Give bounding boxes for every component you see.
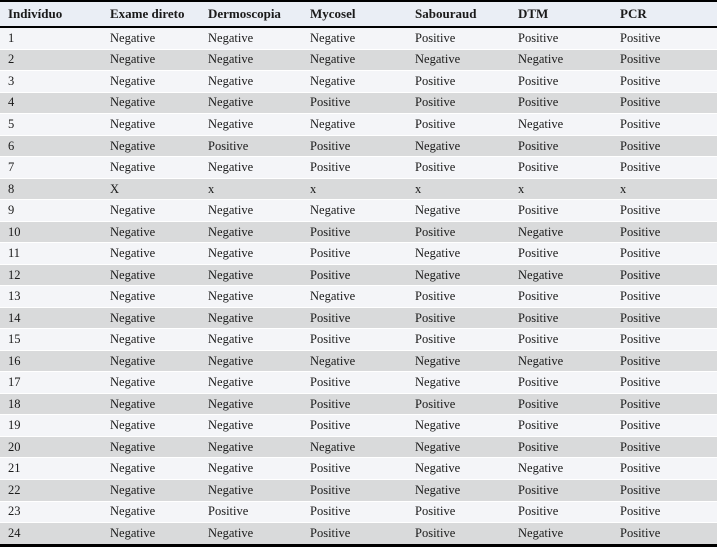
result-cell: Positive: [612, 157, 717, 179]
result-cell: Positive: [302, 243, 407, 265]
result-cell: Negative: [200, 264, 302, 286]
result-cell: Negative: [407, 135, 510, 157]
result-cell: Negative: [102, 286, 200, 308]
individual-id-cell: 9: [0, 200, 102, 222]
result-cell: Negative: [510, 114, 612, 136]
result-cell: Positive: [612, 135, 717, 157]
individual-id-cell: 5: [0, 114, 102, 136]
result-cell: Positive: [407, 27, 510, 49]
result-cell: Positive: [302, 157, 407, 179]
result-cell: Positive: [612, 92, 717, 114]
result-cell: Negative: [200, 286, 302, 308]
table-row: [0, 458, 717, 480]
column-header-dermoscopia: Dermoscopia: [200, 1, 302, 27]
table-row: [0, 221, 717, 243]
table-row: [0, 200, 717, 222]
result-cell: Positive: [407, 307, 510, 329]
result-cell: Positive: [302, 480, 407, 502]
individual-id-cell: 2: [0, 49, 102, 71]
result-cell: Positive: [510, 200, 612, 222]
result-cell: Positive: [407, 286, 510, 308]
result-cell: Negative: [102, 264, 200, 286]
result-cell: Positive: [612, 458, 717, 480]
result-cell: Negative: [102, 221, 200, 243]
table-row: [0, 264, 717, 286]
result-cell: Positive: [302, 393, 407, 415]
individual-id-cell: 11: [0, 243, 102, 265]
result-cell: Negative: [102, 436, 200, 458]
individual-id-cell: 21: [0, 458, 102, 480]
result-cell: Negative: [102, 393, 200, 415]
individual-id-cell: 13: [0, 286, 102, 308]
table-row: [0, 135, 717, 157]
result-cell: Negative: [407, 458, 510, 480]
result-cell: Positive: [612, 501, 717, 523]
result-cell: Negative: [102, 458, 200, 480]
result-cell: Positive: [310, 526, 351, 541]
table-row: [0, 329, 717, 351]
result-cell: Positive: [510, 436, 612, 458]
result-cell: Negative: [102, 372, 200, 394]
result-cell: Negative: [302, 200, 407, 222]
result-cell: Negative: [407, 243, 510, 265]
result-cell: Negative: [302, 114, 407, 136]
individual-id-cell: 7: [0, 157, 102, 179]
result-cell: Positive: [612, 480, 717, 502]
result-cell: Negative: [510, 49, 612, 71]
result-cell: Negative: [302, 350, 407, 372]
result-cell: Negative: [200, 458, 302, 480]
result-cell: Positive: [612, 372, 717, 394]
result-cell: Negative: [102, 415, 200, 437]
result-cell: Negative: [102, 200, 200, 222]
result-cell: x: [612, 178, 717, 200]
table-row: [0, 157, 717, 179]
individual-id-cell: 20: [0, 436, 102, 458]
table-row: [0, 307, 717, 329]
result-cell: Positive: [407, 393, 510, 415]
result-cell: Positive: [510, 157, 612, 179]
result-cell: Negative: [200, 243, 302, 265]
result-cell: Negative: [102, 329, 200, 351]
table-row: [0, 480, 717, 502]
table-row: [0, 71, 717, 93]
individual-id-cell: 4: [0, 92, 102, 114]
result-cell: Negative: [302, 49, 407, 71]
result-cell: x: [407, 178, 510, 200]
result-cell: Positive: [612, 329, 717, 351]
individual-id-cell: 19: [0, 415, 102, 437]
result-cell: Positive: [302, 415, 407, 437]
result-cell: Negative: [407, 264, 510, 286]
column-header-dtm: DTM: [510, 1, 612, 27]
result-cell: Positive: [612, 221, 717, 243]
result-cell: Positive: [407, 71, 510, 93]
result-cell: Negative: [200, 307, 302, 329]
result-cell: Positive: [510, 71, 612, 93]
result-cell: Positive: [510, 286, 612, 308]
result-cell: Negative: [407, 49, 510, 71]
result-cell: Positive: [612, 49, 717, 71]
individual-id-cell: 17: [0, 372, 102, 394]
table-body: [0, 27, 717, 546]
result-cell: Negative: [102, 49, 200, 71]
result-cell: Positive: [510, 329, 612, 351]
result-cell: Positive: [415, 526, 456, 541]
result-cell: Negative: [302, 436, 407, 458]
result-cell: Positive: [302, 92, 407, 114]
result-cell: Negative: [200, 27, 302, 49]
individual-id-cell: 12: [0, 264, 102, 286]
result-cell: Negative: [102, 480, 200, 502]
result-cell: Positive: [510, 501, 612, 523]
result-cell: Negative: [200, 393, 302, 415]
result-cell: Negative: [200, 436, 302, 458]
result-cell: Negative: [200, 415, 302, 437]
result-cell: Positive: [510, 393, 612, 415]
result-cell: Positive: [510, 243, 612, 265]
individual-id-cell: 10: [0, 221, 102, 243]
table-row: [0, 393, 717, 415]
result-cell: Positive: [407, 114, 510, 136]
result-cell: Negative: [208, 526, 254, 541]
result-cell: Positive: [302, 221, 407, 243]
result-cell: Positive: [510, 480, 612, 502]
individual-id-cell: 14: [0, 307, 102, 329]
result-cell: Positive: [302, 329, 407, 351]
result-cell: Negative: [407, 415, 510, 437]
result-cell: Positive: [510, 92, 612, 114]
result-cell: Positive: [407, 221, 510, 243]
result-cell: Positive: [407, 329, 510, 351]
table-row: [0, 436, 717, 458]
result-cell: Positive: [302, 372, 407, 394]
result-cell: Negative: [200, 221, 302, 243]
result-cell: Positive: [407, 501, 510, 523]
result-cell: x: [200, 178, 302, 200]
result-cell: Positive: [620, 526, 661, 541]
result-cell: Negative: [510, 221, 612, 243]
result-cell: Positive: [612, 243, 717, 265]
result-cell: Negative: [510, 350, 612, 372]
result-cell: Positive: [200, 135, 302, 157]
result-cell: Negative: [407, 350, 510, 372]
result-cell: Negative: [407, 480, 510, 502]
table-row: [0, 286, 717, 308]
table-row: [0, 243, 717, 265]
individual-id-cell: 24: [8, 526, 21, 541]
result-cell: Positive: [612, 350, 717, 372]
individual-id-cell: 23: [0, 501, 102, 523]
individual-id-cell: 16: [0, 350, 102, 372]
result-cell: Positive: [510, 135, 612, 157]
table-row: [0, 415, 717, 437]
table-row: [0, 501, 717, 523]
table-row: [0, 372, 717, 394]
result-cell: Positive: [510, 307, 612, 329]
individual-id-cell: 15: [0, 329, 102, 351]
result-cell: Negative: [102, 307, 200, 329]
table-row: [0, 114, 717, 136]
result-cell: Positive: [302, 501, 407, 523]
result-cell: Negative: [102, 501, 200, 523]
result-cell: Positive: [302, 458, 407, 480]
result-cell: x: [510, 178, 612, 200]
result-cell: Negative: [102, 114, 200, 136]
table-header: [0, 1, 717, 27]
individual-id-cell: 18: [0, 393, 102, 415]
table-row: [0, 178, 717, 200]
result-cell: Positive: [302, 307, 407, 329]
result-cell: Positive: [612, 27, 717, 49]
result-cell: x: [302, 178, 407, 200]
result-cell: Positive: [510, 372, 612, 394]
result-cell: X: [102, 178, 200, 200]
result-cell: Negative: [102, 350, 200, 372]
column-header-indiv-duo: Indivíduo: [0, 1, 102, 27]
table-row: [0, 523, 717, 546]
individual-id-cell: 3: [0, 71, 102, 93]
result-cell: Positive: [510, 27, 612, 49]
result-cell: Negative: [200, 92, 302, 114]
individual-id-cell: 1: [0, 27, 102, 49]
result-cell: Positive: [200, 501, 302, 523]
result-cell: Negative: [102, 157, 200, 179]
result-cell: Negative: [200, 350, 302, 372]
result-cell: Negative: [200, 372, 302, 394]
result-cell: Negative: [518, 526, 564, 541]
result-cell: Negative: [200, 71, 302, 93]
result-cell: Positive: [510, 415, 612, 437]
result-cell: Positive: [612, 264, 717, 286]
result-cell: Positive: [612, 307, 717, 329]
table-row: [0, 27, 717, 49]
result-cell: Negative: [102, 71, 200, 93]
result-cell: Positive: [407, 157, 510, 179]
result-cell: Negative: [102, 27, 200, 49]
header-row: [0, 1, 717, 27]
result-cell: Negative: [302, 286, 407, 308]
column-header-pcr: PCR: [612, 1, 717, 27]
result-cell: Negative: [407, 436, 510, 458]
result-cell: Negative: [200, 49, 302, 71]
result-cell: Negative: [102, 92, 200, 114]
column-header-sabouraud: Sabouraud: [407, 1, 510, 27]
result-cell: Negative: [102, 243, 200, 265]
result-cell: Negative: [407, 372, 510, 394]
table-row: [0, 350, 717, 372]
result-cell: Positive: [612, 200, 717, 222]
column-header-mycosel: Mycosel: [302, 1, 407, 27]
result-cell: Negative: [510, 264, 612, 286]
result-cell: Negative: [302, 27, 407, 49]
result-cell: Negative: [302, 71, 407, 93]
result-cell: Negative: [102, 135, 200, 157]
result-cell: Negative: [200, 480, 302, 502]
table-row: [0, 49, 717, 71]
individual-id-cell: 22: [0, 480, 102, 502]
individual-id-cell: 6: [0, 135, 102, 157]
result-cell: Negative: [407, 200, 510, 222]
result-cell: Positive: [612, 393, 717, 415]
result-cell: Negative: [510, 458, 612, 480]
result-cell: Positive: [612, 286, 717, 308]
individual-id-cell: 8: [0, 178, 102, 200]
table-row: [0, 92, 717, 114]
result-cell: Positive: [407, 92, 510, 114]
result-cell: Negative: [200, 114, 302, 136]
result-cell: Negative: [200, 329, 302, 351]
result-cell: Positive: [612, 436, 717, 458]
result-cell: Negative: [200, 200, 302, 222]
result-cell: Positive: [612, 415, 717, 437]
result-cell: Negative: [110, 526, 156, 541]
result-cell: Positive: [612, 71, 717, 93]
result-cell: Positive: [302, 264, 407, 286]
result-cell: Negative: [200, 157, 302, 179]
column-header-exame-direto: Exame direto: [102, 1, 200, 27]
result-cell: Positive: [612, 114, 717, 136]
result-cell: Positive: [302, 135, 407, 157]
